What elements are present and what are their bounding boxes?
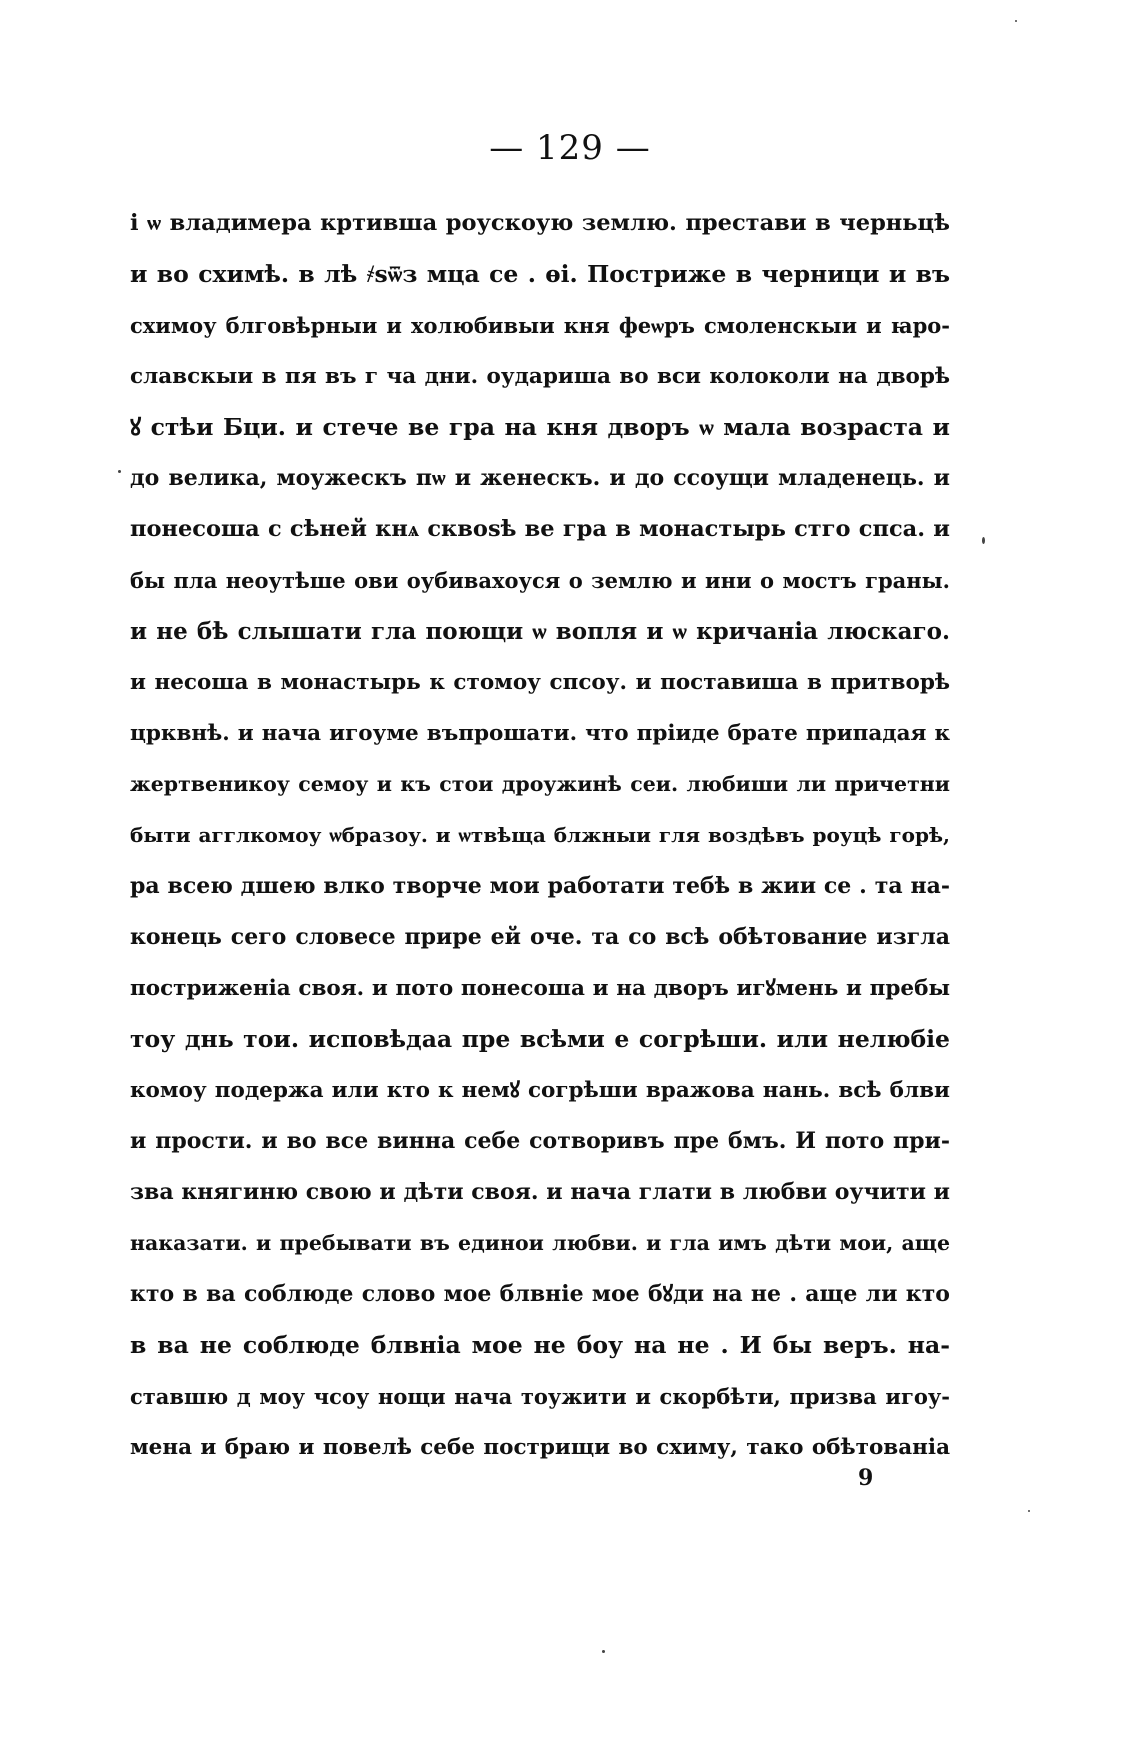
text-line: бы пла неоутѣше ови оубивахоуся о землю и ини о мостъ граны. [130, 568, 950, 593]
text-line: конець сего словесе прире ей оче. та со всѣ обѣтование изгла [130, 924, 950, 950]
text-line: в ва не соблюде блвніа мое не боу на не . И бы веръ. на- [130, 1331, 950, 1359]
text-line: зва княгиню свою и дѣти своя. и нача глати в любви оучити и [130, 1179, 950, 1205]
paper-speck [982, 537, 985, 544]
text-line: і ѡ владимера кртивша роускоую землю. престави в черньцѣ [130, 210, 950, 236]
paper-speck [118, 470, 121, 473]
text-line: до велика, моужескъ пѡ и женескъ. и до ссоущи младенець. и [130, 465, 950, 491]
body-text [130, 198, 950, 1473]
text-line: ставшю д моу чсоу нощи нача тоужити и скорбѣти, призва игоу- [130, 1384, 950, 1409]
text-line: и несоша в монастырь к стомоу спсоу. и поставиша в притворѣ [130, 670, 950, 695]
text-line: и прости. и во все винна себе сотворивъ пре бмъ. И пото при- [130, 1128, 950, 1154]
text-line: жертвеникоу семоу и къ стои дроужинѣ сеи. любиши ли причетни [130, 772, 950, 796]
text-line: комоу подержа или кто к немꙋ согрѣши вражова нань. всѣ блви [130, 1078, 950, 1103]
text-line: и во схимѣ. в лѣ ҂ѕѿз мца се . ѳі. Постриже в черници и въ [130, 260, 950, 288]
text-line: понесоша с сѣней кнѧ сквоѕѣ ве гра в монастырь стго спса. и [130, 516, 950, 542]
text-line: црквнѣ. и нача игоуме въпрошати. что пріиде брате припадая к [130, 721, 950, 746]
text-line: кто в ва соблюде слово мое блвніе мое бꙋди на не . аще ли кто [130, 1281, 950, 1307]
text-line: тоу днь тои. исповѣдаа пре всѣми е согрѣши. или нелюбіе [130, 1025, 950, 1053]
text-line: схимоу блговѣрныи и холюбивыи кня феѡръ смоленскыи и ꙗро- [130, 313, 950, 338]
paper-speck [1028, 1510, 1030, 1512]
text-line: ра всею дшею влко творче мои работати тебѣ в жии се . та на- [130, 873, 950, 899]
text-line: мена и браю и повелѣ себе пострищи во схиму, тако обѣтованіа [130, 1435, 950, 1460]
text-line: ꙋ стѣи Бци. и стече ве гра на кня дворъ ѡ мала возраста и [130, 413, 950, 441]
text-line: постриженіа своя. и пото понесоша и на дворъ игꙋмень и пребы [130, 976, 950, 1001]
page-number: — 129 — [489, 128, 651, 168]
paper-speck [1015, 20, 1017, 22]
paper-speck [602, 1650, 605, 1653]
text-line: наказати. и пребывати въ единои любви. и гла имъ дѣти мои, аще [130, 1231, 950, 1255]
text-line: и не бѣ слышати гла поющи ѡ вопля и ѡ кричаніа люскаго. [130, 618, 950, 645]
text-line: быти агглкомоу ѡбразоу. и ѡтвѣща блжныи гля воздѣвъ роуцѣ горѣ, [130, 823, 950, 847]
signature-mark: 9 [858, 1465, 874, 1491]
text-line: славскыи в пя въ г ча дни. оударишa во вси колоколи на дворѣ [130, 364, 950, 389]
